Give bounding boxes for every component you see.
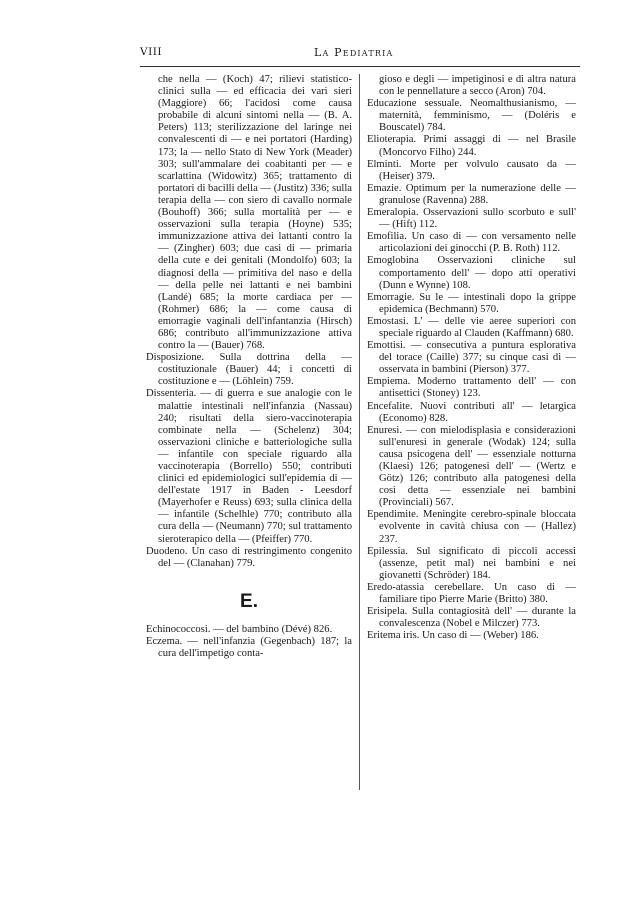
page-number: VIII	[140, 46, 163, 58]
index-entry: Educazione sessuale. Neomalthusianismo, — maternità, femminismo, — (Doléris e Bouscatel) 784.	[367, 98, 576, 134]
index-entry: Emofilia. Un caso di — con versamento nelle articolazioni dei ginocchi (P. B. Roth) 112.	[367, 231, 576, 255]
index-entry: gioso e degli — impetiginosi e di altra natura con le pennellature a secco (Aron) 704.	[379, 74, 576, 98]
index-entry: Empiema. Moderno trattamento dell' — con antisettici (Stoney) 123.	[367, 376, 576, 400]
running-title: La Pediatria	[314, 46, 394, 59]
index-entry: Emazie. Optimum per la numerazione delle — granulose (Ravenna) 288.	[367, 182, 576, 206]
index-entry: Elioterapia. Primi assaggi di — nel Brasile (Moncorvo Filho) 244.	[367, 134, 576, 158]
index-entry: Emostasi. L' — delle vie aeree superiori con speciale riguardo al Clauden (Kaffmann) 680.	[367, 315, 576, 339]
index-entry: Elminti. Morte per volvulo causato da — (Heiser) 379.	[367, 158, 576, 182]
index-entry: Encefalite. Nuovi contributi all' — letargica (Economo) 828.	[367, 400, 576, 424]
index-entry: Emorragie. Su le — intestinali dopo la grippe epidemica (Bechmann) 570.	[367, 291, 576, 315]
index-entry: Erisipela. Sulla contagiosità dell' — durante la convalescenza (Nobel e Milczer) 773.	[367, 606, 576, 630]
index-entry: Duodeno. Un caso di restringimento congenito del — (Clanahan) 779.	[146, 545, 352, 569]
index-entry: Ependimite. Meningite cerebro-spinale bloccata evolvente in cavità chiusa con — (Hallez) 237.	[367, 509, 576, 545]
header-rule	[140, 66, 580, 67]
left-column	[146, 74, 352, 660]
index-entry: Epilessia. Sul significato di piccoli accessi (assenze, petit mal) nei bambini e nei giovanetti (Schröder) 184.	[367, 545, 576, 581]
index-entry: Eczema. — nell'infanzia (Gegenbach) 187; la cura dell'impetigo conta-	[146, 635, 352, 660]
running-header	[140, 46, 580, 62]
index-entry: Eritema iris. Un caso di — (Weber) 186.	[367, 630, 539, 642]
index-entry: Emoglobina Osservazioni cliniche sul comportamento dell' — dopo atti operativi (Dunn e Wynne) 108.	[367, 255, 576, 291]
index-entry: Echinococcosi. — del bambino (Dévé) 826.	[146, 623, 333, 635]
section-letter: E.	[240, 590, 258, 612]
index-entry: che nella — (Koch) 47; rilievi statistico-clinici sulla — ed efficacia dei vari sieri (Maggiore) 66; l'acidosi come causa probabile di alcuni sintomi nella — (B. A. Peters) 113; sterilizzazione del laringe nei convalescenti di — e nei portatori (Harding) 173; la — nello Stato di New York (Meader) 303; sull'ammalare dei coabitanti per — e scarlattina (Widowitz) 365; trattamento di portatori di bacilli della — (Justitz) 336; sulla terapia della — con siero di cavallo normale (Bouhoff) 366; sulla mortalità per — e osservazioni sulla terapia (Hoyne) 535; immunizzazione attiva dei lattanti contro la — (Zingher) 603; due casi di — primaria della cute e dei genitali (Mondolfo) 603; la diagnosi della — primitiva del naso e della — della pelle nei lattanti e nei bambini (Landé) 685; la morte cardiaca per — (Rohmer) 686; la — come causa di emorragie vaginali dell'infantanzia (Hirsch) 686; contributo all'immunizzazione attiva contro la — (Bauer) 768.	[158, 74, 352, 352]
column-separator	[359, 74, 360, 790]
index-entry: Dissenteria. — di guerra e sue analogie con le malattie intestinali nell'infanzia (Nassau) 240; risultati della siero-vaccinoterapia combinate nella — (Schelenz) 304; osservazioni cliniche e batteriologiche sulla — infantile con speciale riguardo alla vaccinoterapia (Borrello) 550; contributi clinici ed epidemiologici sull'epidemia di — dell'estate 1917 in Baden - Leesdorf (Mayerhofer e Reuss) 693; sulla clinica della — infantile (Schelhle) 770; contributo alla cura della — (Neumann) 770; sul trattamento sieroterapico della — (Pfeiffer) 770.	[146, 388, 352, 545]
index-entry: Emeralopia. Osservazioni sullo scorbuto e sull' — (Hift) 112.	[367, 207, 576, 231]
index-entry: Enuresi. — con mielodisplasia e considerazioni sull'enuresi in generale (Wodak) 124; sulla causa psicogena dell' — essenziale notturna (Klaesi) 126; patogenesi dell' — (Wertz e Götz) 126; contributo alla patogenesi della così detta — essenziale nei bambini (Provinciali) 567.	[367, 424, 576, 509]
right-column	[367, 74, 576, 642]
index-entry: Emottisi. — consecutiva a puntura esplorativa del torace (Caille) 377; su cinque casi di — osservata in bambini (Pierson) 377.	[367, 340, 576, 376]
index-entry: Eredo-atassia cerebellare. Un caso di — familiare tipo Pierre Marie (Britto) 380.	[367, 581, 576, 606]
index-entry: Disposizione. Sulla dottrina della — costituzionale (Bauer) 44; i concetti di costituzione e — (Löhlein) 759.	[146, 352, 352, 388]
